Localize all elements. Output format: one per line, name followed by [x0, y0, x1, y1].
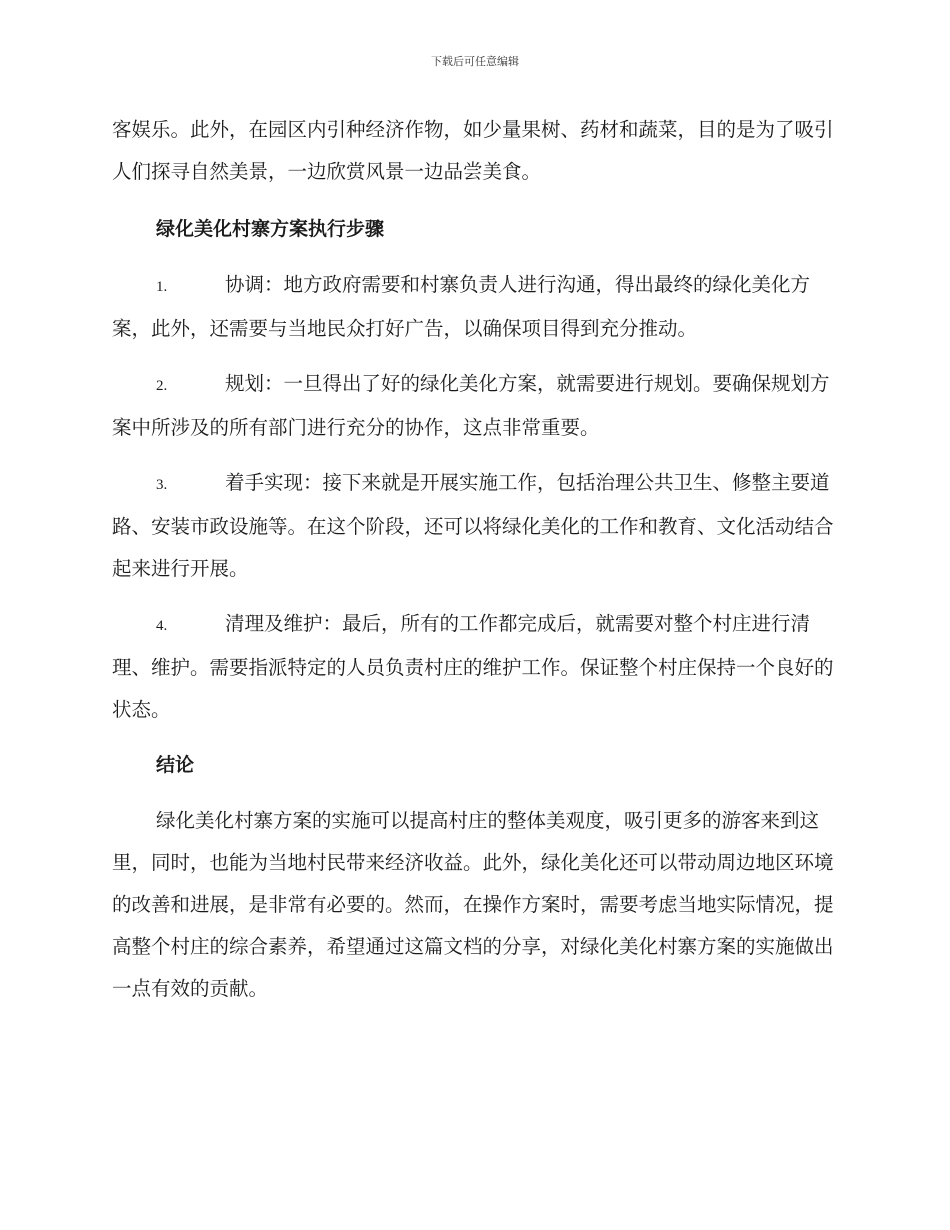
section-heading-steps: 绿化美化村寨方案执行步骤 [156, 218, 385, 240]
step-text: 协调：地方政府需要和村寨负责人进行沟通，得出最终的绿化美化方案，此外，还需要与当地民众打好广告，以确保项目得到充分推动。 [112, 273, 811, 340]
step-item-1 [112, 264, 836, 350]
step-text: 规划：一旦得出了好的绿化美化方案，就需要进行规划。要确保规划方案中所涉及的所有部门进行充分的协作，这点非常重要。 [112, 372, 830, 439]
step-text: 清理及维护：最后，所有的工作都完成后，就需要对整个村庄进行清理、维护。需要指派特定的人员负责村庄的维护工作。保证整个村庄保持一个良好的状态。 [112, 612, 834, 721]
step-number: 1. [156, 279, 168, 295]
conclusion-paragraph: 绿化美化村寨方案的实施可以提高村庄的整体美观度，吸引更多的游客来到这里，同时，也能为当地村民带来经济收益。此外，绿化美化还可以带动周边地区环境的改善和进展，是非常有必要的。然而，在操作方案时，需要考虑当地实际情况，提高整个村庄的综合素养，希望通过这篇文档的分享，对绿化美化村寨方案的实施做出一点有效的贡献。 [112, 809, 834, 1000]
section-heading-conclusion: 结论 [156, 754, 195, 776]
intro-paragraph: 客娱乐。此外，在园区内引种经济作物，如少量果树、药材和蔬菜，目的是为了吸引人们探寻自然美景，一边欣赏风景一边品尝美食。 [112, 118, 834, 183]
document-body [112, 109, 836, 1010]
step-item-3 [112, 462, 836, 590]
step-item-4 [112, 603, 836, 731]
step-number: 3. [156, 477, 168, 493]
step-text: 着手实现：接下来就是开展实施工作，包括治理公共卫生、修整主要道路、安装市政设施等。在这个阶段，还可以将绿化美化的工作和教育、文化活动结合起来进行开展。 [112, 471, 834, 580]
page-header-note: 下载后可任意编辑 [431, 55, 519, 68]
step-number: 2. [156, 378, 168, 394]
step-number: 4. [156, 618, 168, 634]
step-item-2 [112, 363, 836, 449]
